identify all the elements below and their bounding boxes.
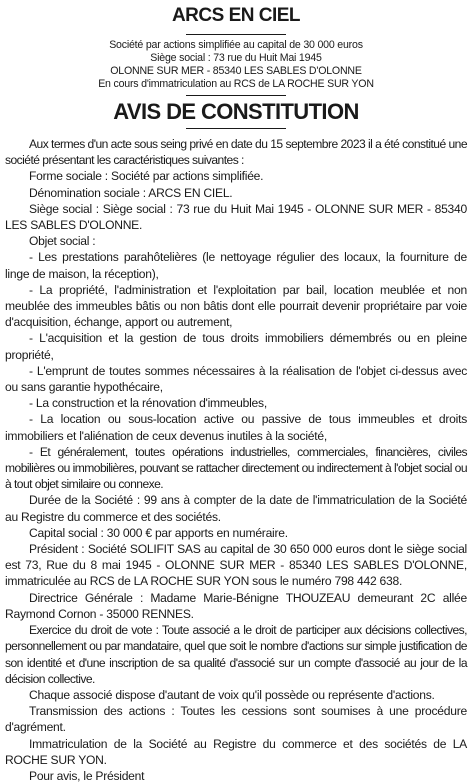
duration-paragraph: Durée de la Société : 99 ans à compter de la date de l'immatriculation de la Société au Registre du commerce et des sociétés. [5,493,467,524]
president-paragraph: Président : Société SOLIFIT SAS au capital de 30 650 000 euros dont le siège social est 73, Rue du 8 mai 1945 - OLONNE SUR MER - 85340 LES SABLES D'OLONNE, immatriculée au RCS de LA ROCHE SUR YON sous le numéro 798 442 638. [5,542,467,589]
share-transfer-paragraph: Transmission des actions : Toutes les cessions sont soumises à une procédure d'agrément. [5,704,467,735]
head-office-paragraph: Siège social : Siège social : 73 rue du Huit Mai 1945 - OLONNE SUR MER - 85340 LES SABLES D'OLONNE. [5,201,467,233]
registered-office-city: OLONNE SUR MER - 85340 LES SABLES D'OLONNE [110,65,362,77]
votes-paragraph: Chaque associé dispose d'autant de voix qu'il possède ou représente d'actions. [29,687,435,702]
company-legal-form: Société par actions simplifiée au capital de 30 000 euros [109,39,363,51]
registered-office: Siège social : 73 rue du Huit Mai 1945 [150,52,322,64]
purpose-item: - La construction et la rénovation d'immeubles, [29,396,267,411]
notice-body [5,136,467,784]
purpose-item: - Et généralement, toutes opérations industrielles, commerciales, financières, civiles mobilières ou immobilières, pouvant se rattacher directement ou indirectement à l'objet social ou à tout objet similaire ou connexe. [5,444,467,492]
voting-rights-paragraph: Exercice du droit de vote : Toute associé a le droit de participer aux décisions collectives, personnellement ou par mandataire, quel que soit le nombre d'actions sur simple justification de son identité et d'une inscription de sa qualité d'associé sur un compte d'associé au jour de la décision collective. [5,623,467,686]
signature-line: Pour avis, le Président [29,768,145,783]
purpose-item: - Les prestations parahôtelières (le nettoyage régulier des locaux, la fourniture de linge de maison, la réception), [5,250,467,281]
purpose-heading: Objet social : [29,234,96,249]
company-name: ARCS EN CIEL [171,5,301,26]
registration-status: En cours d'immatriculation au RCS de LA ROCHE SUR YON [98,78,374,90]
capital-paragraph: Capital social : 30 000 € par apports en numéraire. [29,525,288,540]
divider [186,34,286,35]
legal-form-paragraph: Forme sociale : Société par actions simplifiée. [29,169,264,184]
registration-paragraph: Immatriculation de la Société au Registre du commerce et des sociétés de LA ROCHE SUR YON. [5,736,467,767]
director-paragraph: Directrice Générale : Madame Marie-Bénigne THOUZEAU demeurant 2C allée Raymond Cornon - 35000 RENNES. [5,590,467,621]
purpose-item: - L'emprunt de toutes sommes nécessaires à la réalisation de l'objet ci-dessus avec ou sans garantie hypothécaire, [5,363,467,395]
company-name-paragraph: Dénomination sociale : ARCS EN CIEL. [29,185,233,200]
intro-paragraph: Aux termes d'un acte sous seing privé en date du 15 septembre 2023 il a été constitué une société présentant les caractéristiques suivantes : [5,137,467,168]
purpose-item: - La location ou sous-location active ou passive de tous immeubles et droits immobiliers et l'aliénation de ceux devenus inutiles à la société, [5,412,467,443]
divider [186,95,286,96]
divider [186,128,286,129]
purpose-item: - La propriété, l'administration et l'exploitation par bail, location meublée et non meublée des immeubles bâtis ou non bâtis dont elle pourrait devenir propriétaire par voie d'acquisition, échange, apport ou autrement, [5,282,467,330]
notice-title: AVIS DE CONSTITUTION [113,99,359,124]
purpose-item: - L'acquisition et la gestion de tous droits immobiliers démembrés ou en pleine propriété, [5,331,467,362]
